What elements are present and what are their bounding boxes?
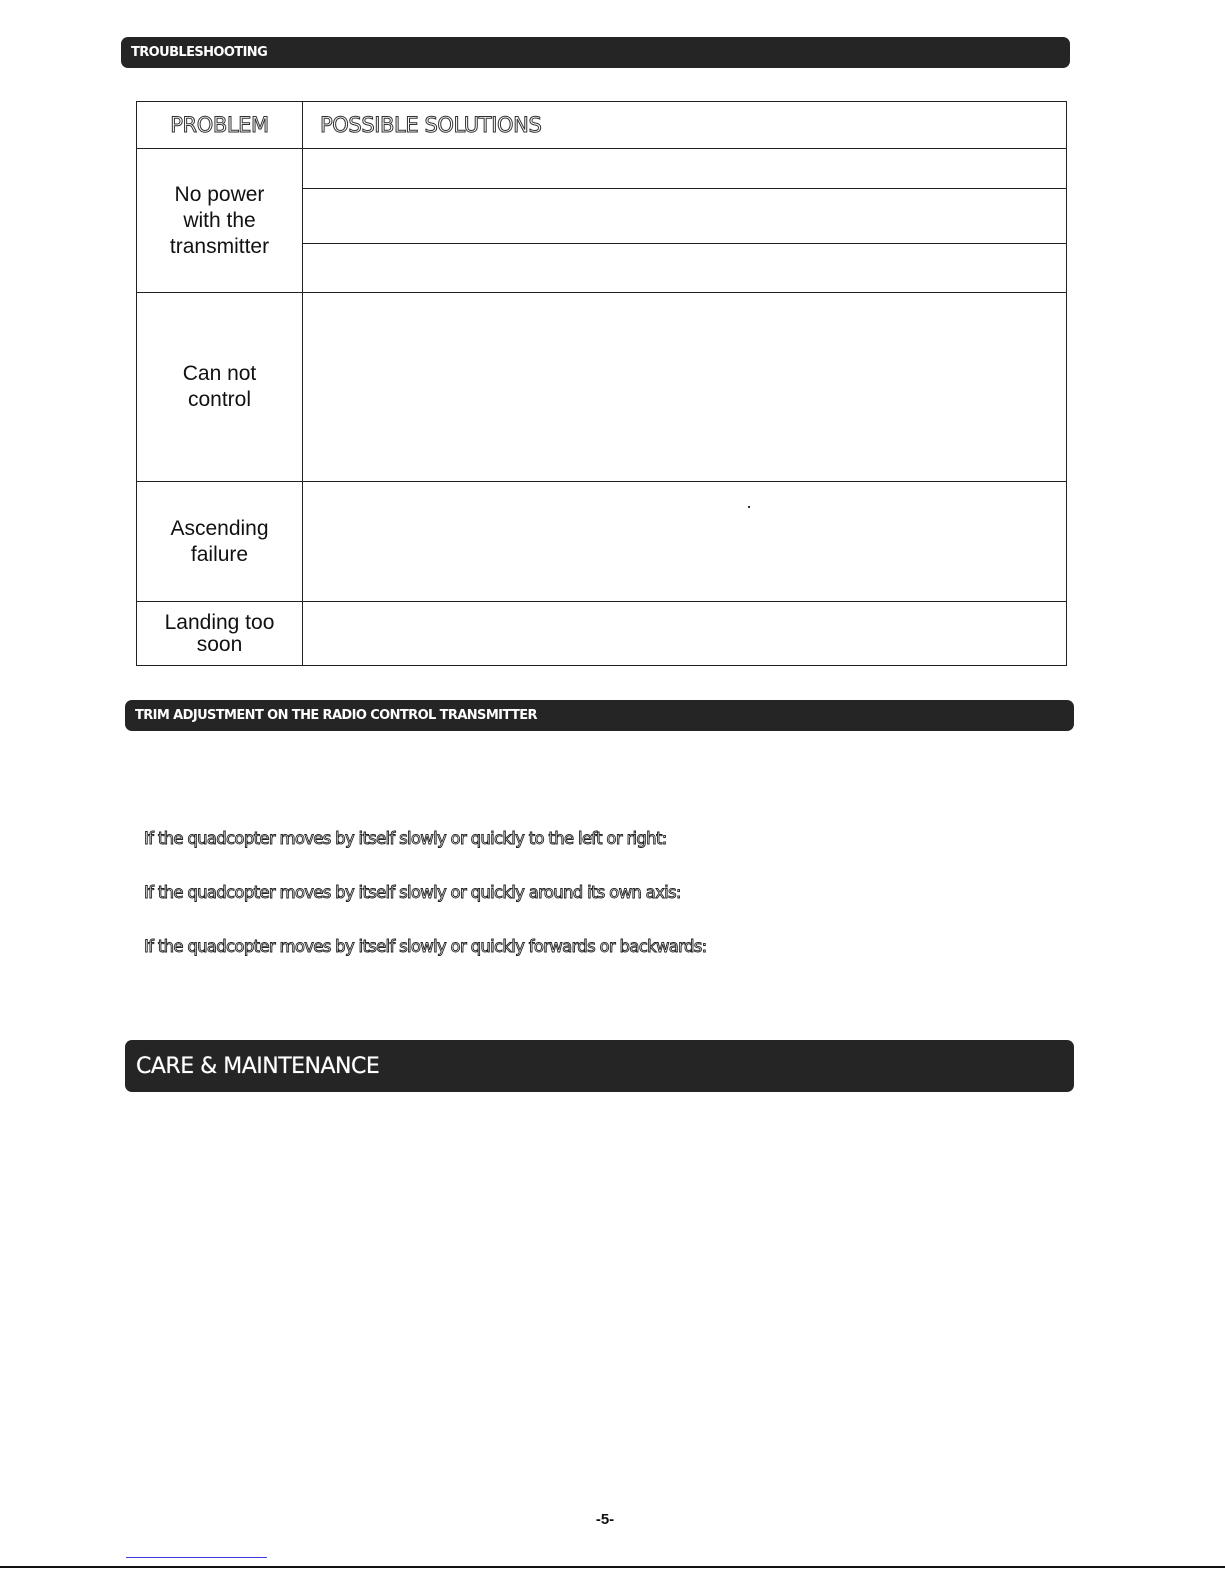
- problem-line: soon: [196, 632, 243, 656]
- troubleshooting-heading-bar: [121, 37, 1070, 68]
- problem-line: Can not: [182, 362, 257, 385]
- problem-can-not-control: [137, 293, 303, 482]
- problem-line: No power: [174, 182, 265, 206]
- trim-item-forward-backward: If the quadcopter moves by itself slowly or quickly forwards or backwards:: [144, 937, 707, 956]
- problem-line: with the: [183, 208, 256, 232]
- problem-line: transmitter: [169, 234, 270, 258]
- footer-link-underline: [126, 1557, 267, 1558]
- footer-rule: [0, 1566, 1225, 1568]
- table-row: [137, 149, 1067, 189]
- problem-ascending-failure: [137, 482, 303, 602]
- troubleshooting-heading: TROUBLESHOOTING: [131, 45, 268, 60]
- solution-cell: [303, 189, 1067, 244]
- trim-heading: TRIM ADJUSTMENT ON THE RADIO CONTROL TRANSMITTER: [135, 708, 537, 723]
- solution-cell: [303, 602, 1067, 666]
- problem-landing-too-soon: [137, 602, 303, 666]
- problem-line: Landing too: [164, 610, 275, 634]
- stray-dot: [748, 506, 750, 508]
- table-row: [137, 482, 1067, 602]
- solution-cell: [303, 244, 1067, 293]
- problem-line: Ascending: [170, 516, 269, 540]
- problem-line: control: [187, 388, 252, 411]
- solution-cell: [303, 149, 1067, 189]
- table-row: [137, 293, 1067, 482]
- problem-line: failure: [190, 542, 249, 566]
- trim-heading-bar: [125, 700, 1074, 731]
- troubleshooting-table: [136, 101, 1067, 666]
- problem-column-header: PROBLEM: [137, 102, 303, 149]
- care-heading: CARE & MAINTENANCE: [136, 1053, 380, 1079]
- problem-no-power: [137, 149, 303, 293]
- table-header-row: [137, 102, 1067, 149]
- page-number: -5-: [595, 1511, 615, 1528]
- care-heading-bar: [125, 1040, 1074, 1092]
- solutions-column-header: POSSIBLE SOLUTIONS: [303, 102, 1067, 149]
- table-row: [137, 602, 1067, 666]
- solution-cell: [303, 293, 1067, 482]
- trim-item-own-axis: If the quadcopter moves by itself slowly or quickly around its own axis:: [144, 883, 681, 902]
- solution-cell: [303, 482, 1067, 602]
- trim-item-left-right: If the quadcopter moves by itself slowly or quickly to the left or right:: [144, 829, 667, 848]
